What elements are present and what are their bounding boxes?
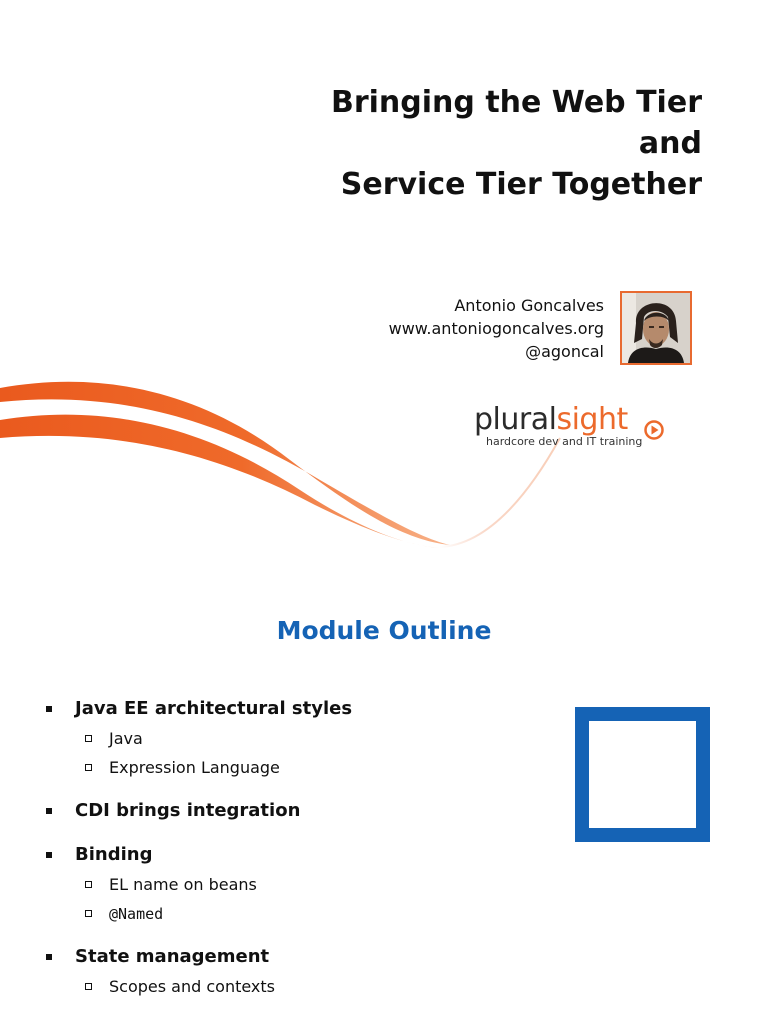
list-item-label: State management bbox=[75, 946, 270, 967]
presentation-title bbox=[331, 82, 702, 205]
list-item-label: Binding bbox=[75, 844, 153, 865]
sub-list-item bbox=[44, 724, 544, 753]
logo-tagline: hardcore dev and IT training bbox=[486, 435, 643, 448]
square-bullet-icon bbox=[46, 706, 52, 712]
hollow-square-bullet-icon bbox=[85, 910, 92, 917]
sub-item-label: EL name on beans bbox=[109, 875, 257, 894]
outline-title: Module Outline bbox=[276, 616, 492, 645]
author-handle: @agoncal bbox=[525, 342, 604, 361]
outline-slide bbox=[0, 580, 768, 1024]
hollow-square-bullet-icon bbox=[85, 735, 92, 742]
sub-item-label: Expression Language bbox=[109, 758, 280, 777]
sub-item-label: Java bbox=[109, 729, 143, 748]
hollow-square-bullet-icon bbox=[85, 881, 92, 888]
author-website: www.antoniogoncalves.org bbox=[388, 319, 604, 338]
logo-word-part2: sight bbox=[556, 402, 628, 437]
list-item-label: CDI brings integration bbox=[75, 800, 301, 821]
list-item bbox=[44, 840, 544, 870]
list-item bbox=[44, 796, 544, 826]
logo-word-part1: plural bbox=[474, 402, 557, 437]
square-bullet-icon bbox=[46, 954, 52, 960]
title-line-1: Bringing the Web Tier bbox=[330, 85, 702, 120]
hollow-square-bullet-icon bbox=[85, 983, 92, 990]
sub-list-item bbox=[44, 753, 544, 782]
square-bullet-icon bbox=[46, 852, 52, 858]
list-item bbox=[44, 942, 544, 972]
sub-item-label: Scopes and contexts bbox=[109, 977, 275, 996]
title-line-3: Service Tier Together bbox=[340, 167, 702, 202]
list-item-label: Java EE architectural styles bbox=[75, 698, 353, 719]
sub-item-label: @Named bbox=[109, 905, 164, 923]
logo-wordmark bbox=[474, 403, 628, 437]
title-line-2: and bbox=[638, 126, 702, 161]
pluralsight-logo bbox=[474, 403, 674, 453]
list-item bbox=[44, 694, 544, 724]
outline-list bbox=[44, 694, 544, 1001]
hollow-square-bullet-icon bbox=[85, 764, 92, 771]
play-icon bbox=[644, 420, 664, 440]
square-bullet-icon bbox=[46, 808, 52, 814]
author-name: Antonio Goncalves bbox=[454, 296, 604, 315]
sub-list-item bbox=[44, 899, 544, 928]
blue-square-graphic bbox=[575, 707, 710, 842]
sub-list-item bbox=[44, 870, 544, 899]
sub-list-item bbox=[44, 972, 544, 1001]
orange-swoosh-graphic bbox=[0, 340, 768, 570]
